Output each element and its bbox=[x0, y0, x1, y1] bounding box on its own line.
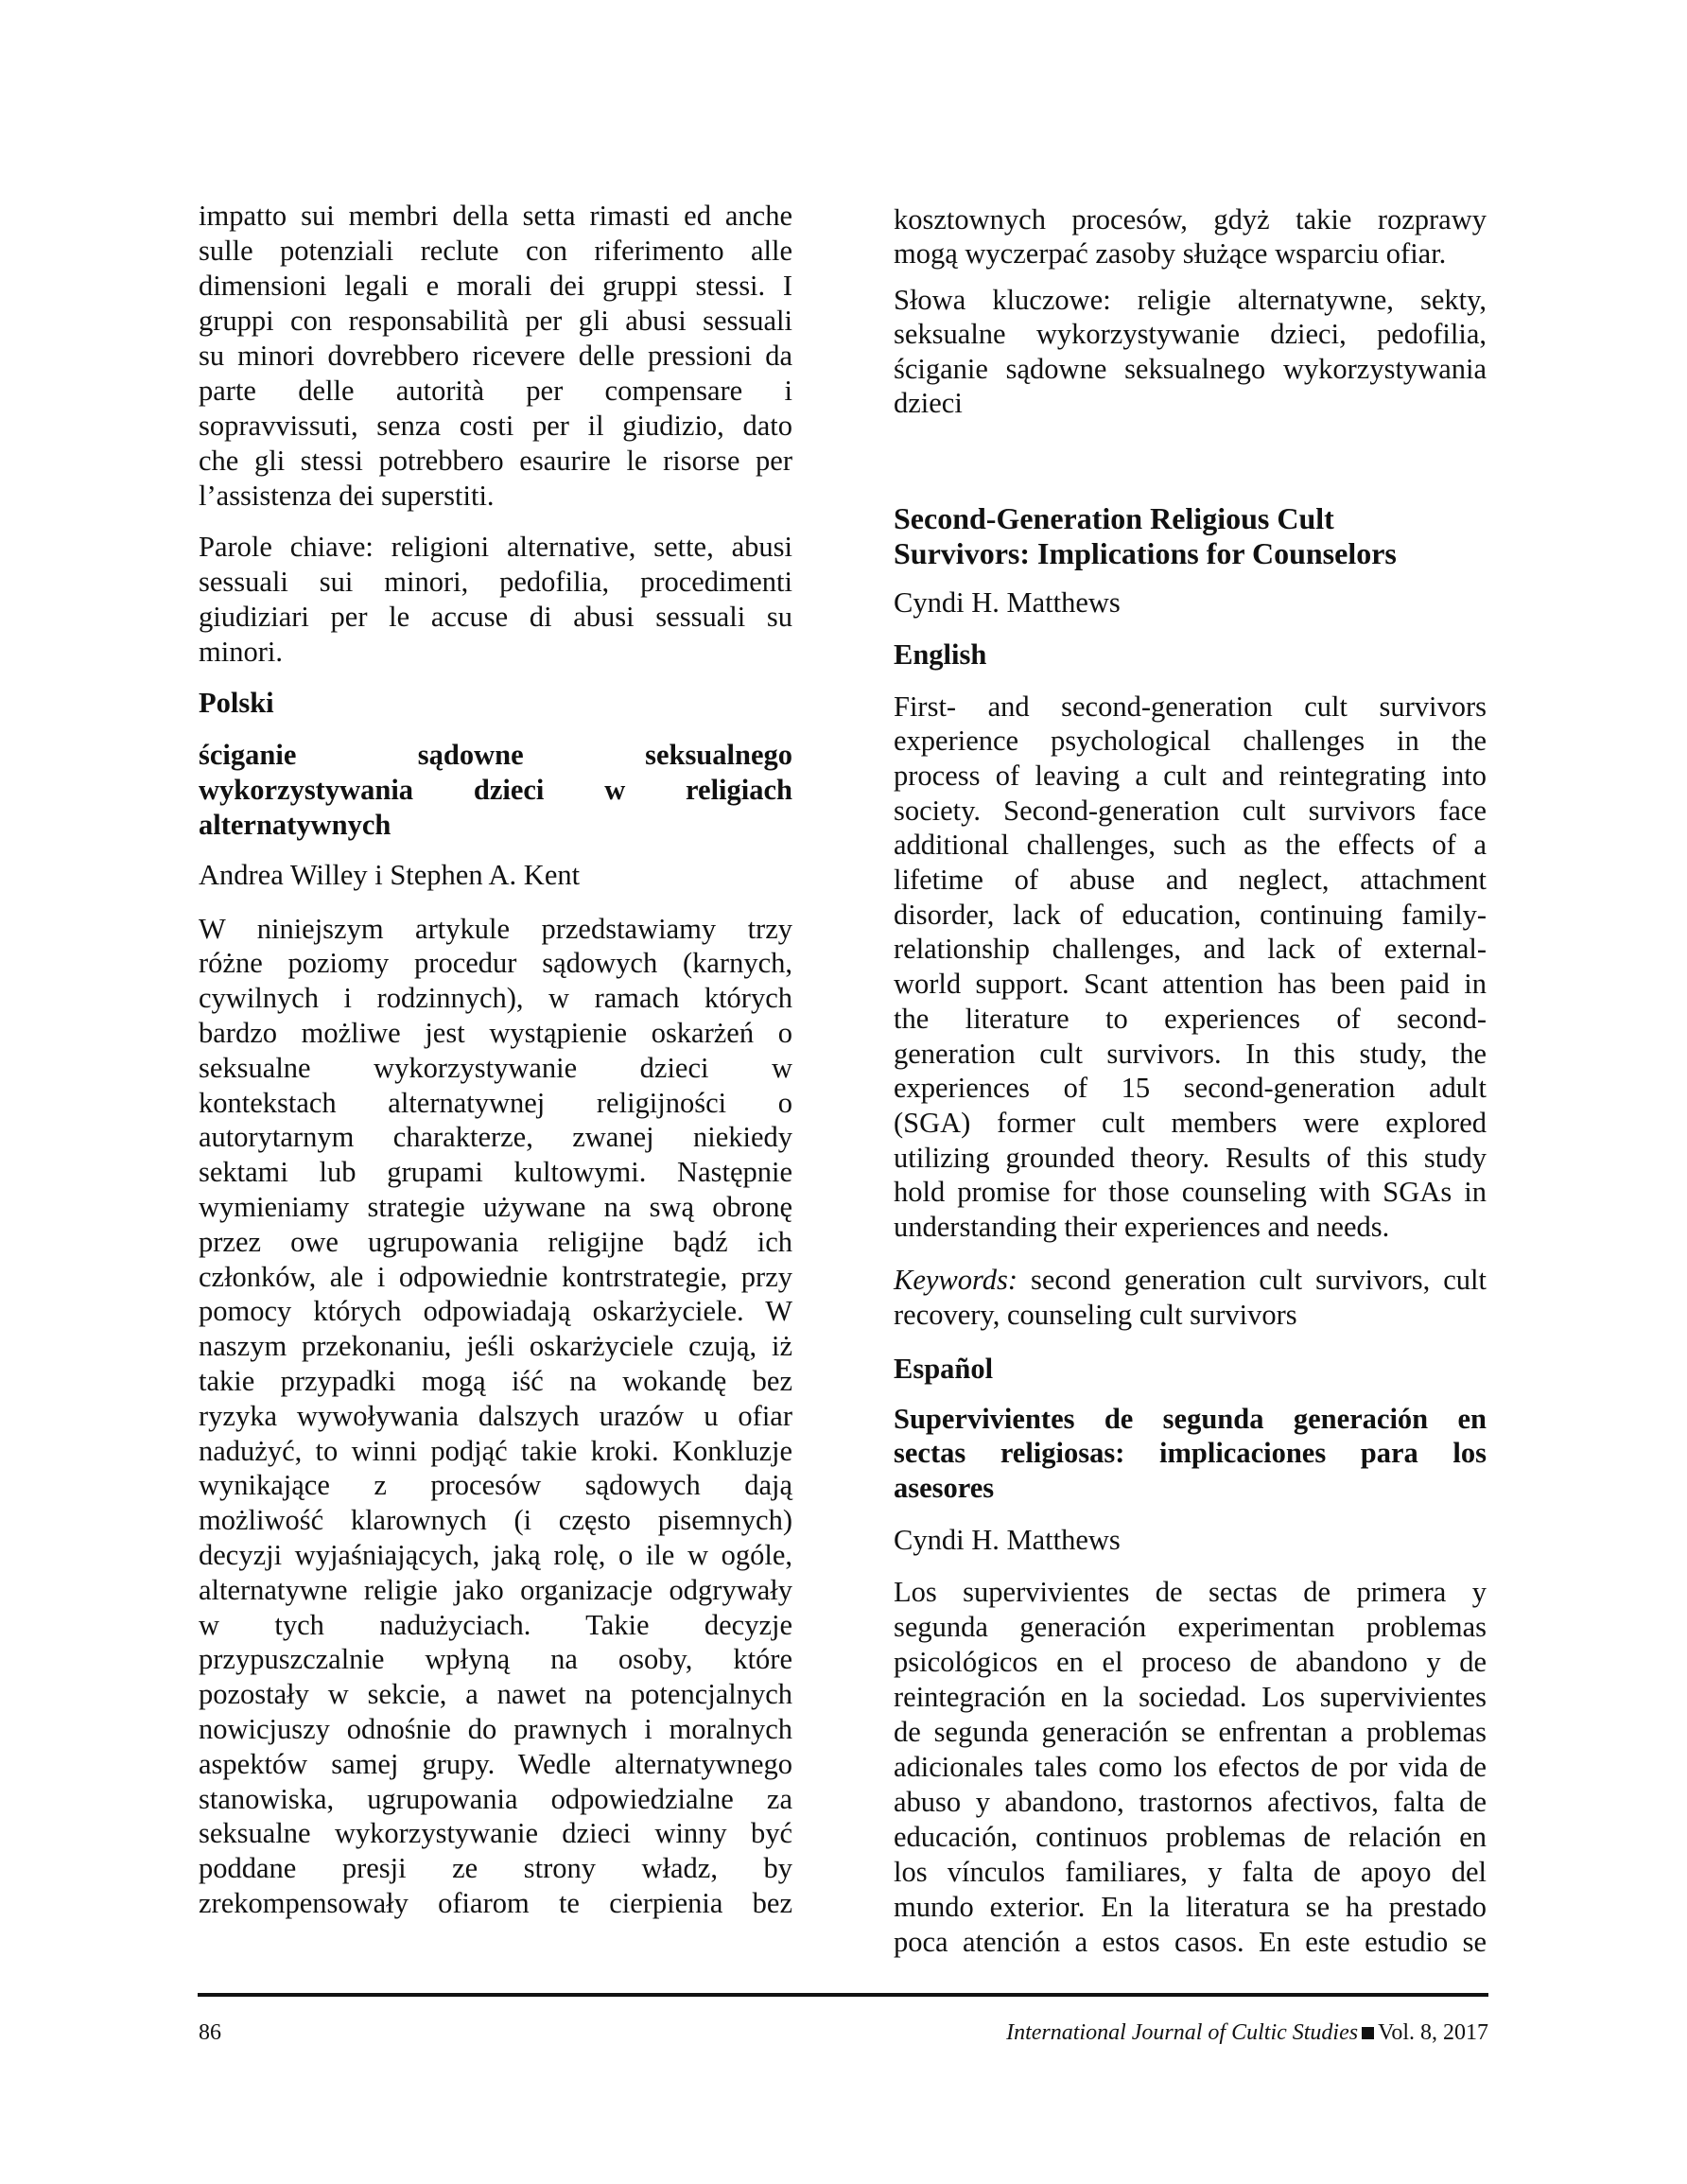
english-abstract-line: disorder, lack of education, continuing family- bbox=[894, 898, 1487, 931]
english-keywords-line: recovery, counseling cult survivors bbox=[894, 1298, 1297, 1331]
polish-abstract-line: w tych nadużyciach. Takie decyzje bbox=[199, 1608, 792, 1641]
polish-keywords-line: ściganie sądowne seksualnego wykorzystywania bbox=[894, 352, 1487, 385]
polish-abstract-line: autorytarnym charakterze, zwanej niekiedy bbox=[199, 1121, 792, 1154]
page-number: 86 bbox=[199, 2020, 221, 2045]
italian-abstract-line: impatto sui membri della setta rimasti ed anche bbox=[199, 199, 792, 232]
polish-abstract-line: alternatywne religie jako organizacje odgrywały bbox=[199, 1573, 792, 1606]
spanish-abstract-line: poca atención a estos casos. En este estudio se bbox=[894, 1925, 1487, 1958]
polish-abstract-line: nadużyć, to winni podjąć takie kroki. Konkluzje bbox=[199, 1434, 792, 1467]
polish-keywords-line: seksualne wykorzystywanie dzieci, pedofilia, bbox=[894, 318, 1487, 350]
keywords-label: Keywords: bbox=[894, 1263, 1018, 1296]
polish-abstract-line: stanowiska, ugrupowania odpowiedzialne za bbox=[199, 1782, 792, 1815]
article-title-line: Survivors: Implications for Counselors bbox=[894, 535, 1397, 570]
polish-abstract-line: kontekstach alternatywnej religijności o bbox=[199, 1086, 792, 1119]
running-footer bbox=[1006, 2018, 1488, 2047]
italian-keywords-line: Parole chiave: religioni alternative, sette, abusi bbox=[199, 530, 792, 563]
spanish-abstract-line: de segunda generación se enfrentan a problemas bbox=[894, 1715, 1487, 1748]
polish-abstract-line: cywilnych i rodzinnych), w ramach których bbox=[199, 982, 792, 1015]
polish-abstract-line: takie przypadki mogą iść na wokandę bez bbox=[199, 1364, 792, 1397]
english-abstract-line: world support. Scant attention has been paid in bbox=[894, 968, 1487, 1001]
polish-title-line: ściganie sądowne seksualnego bbox=[199, 738, 792, 771]
spanish-abstract-line: psicológicos en el proceso de abandono y de bbox=[894, 1645, 1487, 1678]
spanish-author: Cyndi H. Matthews bbox=[894, 1523, 1121, 1556]
italian-keywords-line: giudiziari per le accuse di abusi sessuali su bbox=[199, 600, 792, 633]
english-abstract-line: generation cult survivors. In this study, the bbox=[894, 1037, 1487, 1070]
polish-abstract-line: ryzyka wywoływania dalszych urazów u ofiar bbox=[199, 1399, 792, 1432]
polish-abstract-end-line: kosztownych procesów, gdyż takie rozprawy bbox=[894, 202, 1487, 236]
keywords-text: second generation cult survivors, cult bbox=[1017, 1263, 1487, 1296]
polish-abstract-line: aspektów samej grupy. Wedle alternatywnego bbox=[199, 1747, 792, 1780]
spanish-title-line: asesores bbox=[894, 1471, 995, 1504]
english-abstract-line: First- and second-generation cult survivors bbox=[894, 690, 1487, 723]
polish-abstract-end-line: mogą wyczerpać zasoby służące wsparciu ofiar. bbox=[894, 237, 1447, 270]
polish-abstract-line: pomocy których odpowiadają oskarżyciele. W bbox=[199, 1295, 792, 1328]
english-abstract-line: process of leaving a cult and reintegrating into bbox=[894, 759, 1487, 792]
footer-rule bbox=[198, 1993, 1488, 1997]
polish-keywords-line: Słowa kluczowe: religie alternatywne, sekty, bbox=[894, 283, 1487, 316]
polish-abstract-line: seksualne wykorzystywanie dzieci w bbox=[199, 1051, 792, 1084]
italian-abstract-line: l’assistenza dei superstiti. bbox=[199, 480, 495, 513]
article-title-line: Second-Generation Religious Cult bbox=[894, 500, 1334, 535]
spanish-abstract-line: educación, continuos problemas de relación en bbox=[894, 1820, 1487, 1853]
polish-abstract-line: możliwość klarownych (i często pisemnych) bbox=[199, 1504, 792, 1537]
english-abstract-line: hold promise for those counseling with SGAs in bbox=[894, 1176, 1487, 1209]
journal-name: International Journal of Cultic Studies bbox=[1006, 2020, 1359, 2045]
language-heading-polski: Polski bbox=[199, 686, 274, 719]
english-abstract-line: experiences of 15 second-generation adult bbox=[894, 1072, 1487, 1105]
italian-keywords-line: minori. bbox=[199, 635, 283, 668]
english-abstract-line: experience psychological challenges in the bbox=[894, 725, 1487, 758]
english-abstract-line: relationship challenges, and lack of external- bbox=[894, 933, 1487, 966]
polish-keywords-line: dzieci bbox=[894, 387, 963, 419]
english-abstract-line: understanding their experiences and needs. bbox=[894, 1211, 1390, 1243]
square-separator-icon bbox=[1362, 2027, 1374, 2039]
english-abstract-line: the literature to experiences of second- bbox=[894, 1002, 1487, 1035]
english-keywords-line bbox=[894, 1263, 1487, 1298]
polish-title-line: alternatywnych bbox=[199, 808, 391, 841]
polish-abstract-line: decyzji wyjaśniających, jaką rolę, o ile w ogóle, bbox=[199, 1538, 792, 1571]
language-heading-english: English bbox=[894, 638, 987, 671]
article-author: Cyndi H. Matthews bbox=[894, 585, 1121, 619]
spanish-abstract-line: Los supervivientes de sectas de primera y bbox=[894, 1575, 1487, 1608]
english-abstract-line: additional challenges, such as the effects of a bbox=[894, 829, 1487, 862]
polish-abstract-line: przypuszczalnie wpłyną na osoby, które bbox=[199, 1643, 792, 1676]
polish-abstract-line: wynikające z procesów sądowych dają bbox=[199, 1469, 792, 1502]
polish-abstract-line: sektami lub grupami kultowymi. Następnie bbox=[199, 1156, 792, 1189]
spanish-title-line: Supervivientes de segunda generación en bbox=[894, 1402, 1487, 1435]
english-abstract-line: society. Second-generation cult survivors face bbox=[894, 794, 1487, 827]
spanish-abstract-line: adicionales tales como los efectos de por vida de bbox=[894, 1750, 1487, 1783]
spanish-title-line: sectas religiosas: implicaciones para los bbox=[894, 1437, 1487, 1469]
italian-abstract-line: dimensioni legali e morali dei gruppi stessi. I bbox=[199, 269, 792, 302]
polish-abstract-line: zrekompensowały ofiarom te cierpienia bez bbox=[199, 1886, 792, 1919]
polish-abstract-line: różne poziomy procedur sądowych (karnych, bbox=[199, 947, 792, 980]
italian-keywords-line: sessuali sui minori, pedofilia, procedimenti bbox=[199, 565, 792, 598]
italian-abstract-line: sopravvissuti, senza costi per il giudizio, dato bbox=[199, 410, 792, 443]
polish-abstract-line: naszym przekonaniu, jeśli oskarżyciele czują, iż bbox=[199, 1330, 792, 1363]
italian-abstract-line: sulle potenziali reclute con riferimento alle bbox=[199, 234, 792, 267]
polish-abstract-line: seksualne wykorzystywanie dzieci winny być bbox=[199, 1817, 792, 1850]
italian-abstract-line: che gli stessi potrebbero esaurire le risorse per bbox=[199, 445, 792, 478]
polish-abstract-line: członków, ale i odpowiednie kontrstrategie, przy bbox=[199, 1260, 792, 1293]
polish-title-line: wykorzystywania dzieci w religiach bbox=[199, 773, 792, 806]
italian-abstract-line: parte delle autorità per compensare i bbox=[199, 375, 792, 407]
volume-info: Vol. 8, 2017 bbox=[1378, 2020, 1488, 2045]
polish-abstract-line: bardzo możliwe jest wystąpienie oskarżeń o bbox=[199, 1016, 792, 1049]
polish-abstract-line: pozostały w sekcie, a nawet na potencjalnych bbox=[199, 1678, 792, 1711]
spanish-abstract-line: segunda generación experimentan problemas bbox=[894, 1610, 1487, 1643]
english-abstract-line: (SGA) former cult members were explored bbox=[894, 1106, 1487, 1139]
polish-abstract-line: nowicjuszy odnośnie do prawnych i moralnych bbox=[199, 1712, 792, 1745]
polish-abstract-line: przez owe ugrupowania religijne bądź ich bbox=[199, 1225, 792, 1258]
polish-abstract-line: wymieniamy strategie używane na swą obronę bbox=[199, 1190, 792, 1223]
language-heading-espanol: Español bbox=[894, 1352, 994, 1385]
italian-abstract-line: gruppi con responsabilità per gli abusi sessuali bbox=[199, 304, 792, 337]
spanish-abstract-line: los vínculos familiares, y falta de apoyo del bbox=[894, 1855, 1487, 1888]
polish-abstract-line: W niniejszym artykule przedstawiamy trzy bbox=[199, 912, 792, 945]
italian-abstract-line: su minori dovrebbero ricevere delle pressioni da bbox=[199, 339, 792, 372]
spanish-abstract-line: reintegración en la sociedad. Los supervivientes bbox=[894, 1680, 1487, 1713]
polish-abstract-line: poddane presji ze strony władz, by bbox=[199, 1852, 792, 1885]
spanish-abstract-line: mundo exterior. En la literatura se ha prestado bbox=[894, 1890, 1487, 1923]
english-abstract-line: utilizing grounded theory. Results of this study bbox=[894, 1141, 1487, 1174]
spanish-abstract-line: abuso y abandono, trastornos afectivos, falta de bbox=[894, 1785, 1487, 1818]
polish-authors: Andrea Willey i Stephen A. Kent bbox=[199, 858, 581, 891]
english-abstract-line: lifetime of abuse and neglect, attachment bbox=[894, 864, 1487, 896]
